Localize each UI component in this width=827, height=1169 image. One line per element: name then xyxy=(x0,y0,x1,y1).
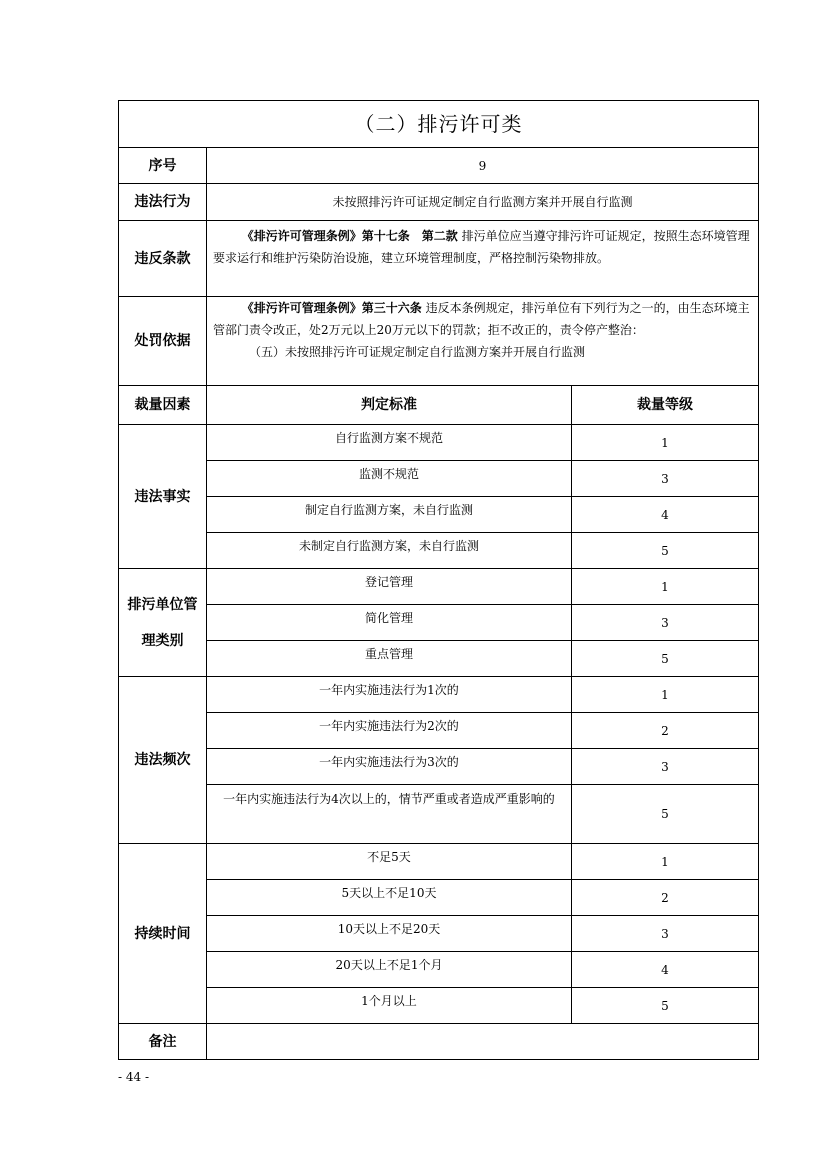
criterion: 一年内实施违法行为3次的 xyxy=(207,749,572,785)
criterion: 1个月以上 xyxy=(207,988,572,1024)
table-row xyxy=(119,569,759,605)
page-number: - 44 - xyxy=(118,1070,150,1084)
level-value: 3 xyxy=(572,916,759,952)
table-row xyxy=(119,713,759,749)
header-standard: 判定标准 xyxy=(207,386,572,425)
level-value: 3 xyxy=(572,605,759,641)
table-row xyxy=(119,425,759,461)
clause-body: 排污单位应当遵守排污许可证规定，按照生态环境管理要求运行和维护污染防治设施，建立环境管理制度，严格控制污染物排放。 xyxy=(213,229,750,265)
criterion: 一年内实施违法行为4次以上的，情节严重或者造成严重影响的 xyxy=(207,785,572,844)
factor-label: 持续时间 xyxy=(119,844,207,1024)
level-value: 5 xyxy=(572,988,759,1024)
header-factor: 裁量因素 xyxy=(119,386,207,425)
criterion: 制定自行监测方案，未自行监测 xyxy=(207,497,572,533)
table-row xyxy=(119,461,759,497)
factor-label: 排污单位管理类别 xyxy=(119,569,207,677)
factor-label: 违法事实 xyxy=(119,425,207,569)
penalty-text xyxy=(207,297,759,386)
remark-label: 备注 xyxy=(119,1024,207,1060)
table-row xyxy=(119,916,759,952)
level-value: 1 xyxy=(572,569,759,605)
level-value: 5 xyxy=(572,641,759,677)
criterion: 不足5天 xyxy=(207,844,572,880)
level-value: 2 xyxy=(572,880,759,916)
table-title: （二）排污许可类 xyxy=(119,101,759,148)
table-row xyxy=(119,785,759,844)
table-row xyxy=(119,988,759,1024)
level-value: 5 xyxy=(572,533,759,569)
level-value: 1 xyxy=(572,677,759,713)
criterion: 5天以上不足10天 xyxy=(207,880,572,916)
criterion: 自行监测方案不规范 xyxy=(207,425,572,461)
criterion: 重点管理 xyxy=(207,641,572,677)
violation-label: 违法行为 xyxy=(119,184,207,221)
clause-text xyxy=(207,221,759,297)
table-row xyxy=(119,677,759,713)
criterion: 监测不规范 xyxy=(207,461,572,497)
clause-bold: 《排污许可管理条例》第十七条 第二款 xyxy=(241,229,458,243)
penalty-bold: 《排污许可管理条例》第三十六条 xyxy=(241,301,422,315)
header-level: 裁量等级 xyxy=(572,386,759,425)
table-row xyxy=(119,641,759,677)
level-value: 5 xyxy=(572,785,759,844)
criterion: 简化管理 xyxy=(207,605,572,641)
level-value: 3 xyxy=(572,461,759,497)
remark-value xyxy=(207,1024,759,1060)
level-value: 4 xyxy=(572,952,759,988)
penalty-item: （五）未按照排污许可证规定制定自行监测方案并开展自行监测 xyxy=(249,345,586,359)
criterion: 20天以上不足1个月 xyxy=(207,952,572,988)
table-row xyxy=(119,605,759,641)
serial-value: 9 xyxy=(207,148,759,184)
criterion: 未制定自行监测方案，未自行监测 xyxy=(207,533,572,569)
criterion: 10天以上不足20天 xyxy=(207,916,572,952)
level-value: 2 xyxy=(572,713,759,749)
table-row xyxy=(119,749,759,785)
table-row xyxy=(119,533,759,569)
level-value: 1 xyxy=(572,425,759,461)
factor-label: 违法频次 xyxy=(119,677,207,844)
level-value: 1 xyxy=(572,844,759,880)
criterion: 登记管理 xyxy=(207,569,572,605)
criterion: 一年内实施违法行为1次的 xyxy=(207,677,572,713)
violation-value: 未按照排污许可证规定制定自行监测方案并开展自行监测 xyxy=(207,184,759,221)
remark-row xyxy=(119,1024,759,1060)
level-value: 4 xyxy=(572,497,759,533)
table-row xyxy=(119,497,759,533)
table-row xyxy=(119,844,759,880)
criterion: 一年内实施违法行为2次的 xyxy=(207,713,572,749)
serial-label: 序号 xyxy=(119,148,207,184)
level-value: 3 xyxy=(572,749,759,785)
table-row xyxy=(119,880,759,916)
discretion-table xyxy=(118,100,759,1060)
penalty-label: 处罚依据 xyxy=(119,297,207,386)
clause-label: 违反条款 xyxy=(119,221,207,297)
penalty-body: 违反本条例规定，排污单位有下列行为之一的，由生态环境主管部门责令改正，处2万元以上20万元以下的罚款；拒不改正的，责令停产整治： xyxy=(213,301,750,337)
table-row xyxy=(119,952,759,988)
